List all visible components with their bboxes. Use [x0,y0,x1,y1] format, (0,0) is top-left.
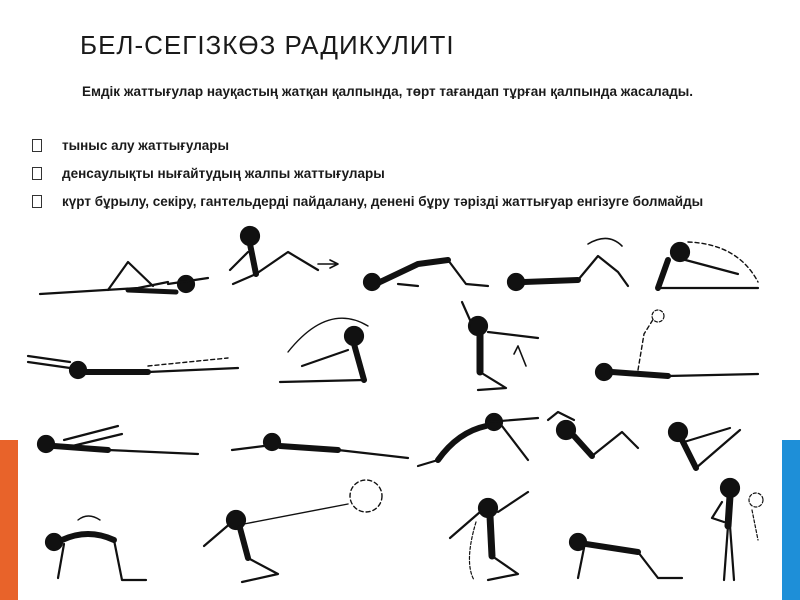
figure-all-fours [46,516,146,580]
figure-sitting-arms-back [230,227,338,284]
figure-kneeling-arm-circle [204,480,382,582]
bullet-box-icon [32,139,42,152]
figure-lying-knee-up [40,262,208,294]
figure-kneeling-reach [450,492,528,580]
figure-lying-arms-overhead [28,356,238,378]
exercise-figures-illustration [18,222,782,598]
bullet-item [28,136,768,155]
figure-forward-bend-seated [658,242,758,288]
figure-lying-leg-raise [596,310,758,380]
figure-seated-toe-touch [280,318,368,382]
accent-bar-left [0,440,18,600]
bullet-text: денсаулықты нығайтудың жалпы жаттығулары [62,166,385,181]
slide-title: БЕЛ-СЕГІЗКӨЗ РАДИКУЛИТІ [80,30,455,60]
figure-arch-back [418,414,538,466]
figure-lying-arms-cross [38,426,198,454]
bullet-text: күрт бұрылу, секіру, гантельдерді пайдалану, денені бұру тәрізді жаттығуар енгізуге болмайды [62,194,704,209]
bullet-item [28,192,768,211]
intro-paragraph: Емдік жаттығулар науқастың жатқан қалпында, төрт тағандап тұрған қалпында жасалады. [82,84,694,99]
figure-cat-stretch [570,534,682,578]
figure-lying-side [232,434,408,458]
figure-v-sit [669,423,740,468]
accent-bar-right [782,440,800,600]
bullet-box-icon [32,167,42,180]
figure-knee-to-chest [508,238,628,290]
figure-standing-hip-turn [712,479,763,580]
figure-bridge [364,260,488,290]
figure-kneeling-arm-raise [462,302,538,390]
figure-crunch-hands-head [548,412,638,456]
bullet-item [28,164,768,183]
bullet-text: тыныс алу жаттығулары [62,138,230,153]
bullet-list [28,136,768,220]
bullet-box-icon [32,195,42,208]
